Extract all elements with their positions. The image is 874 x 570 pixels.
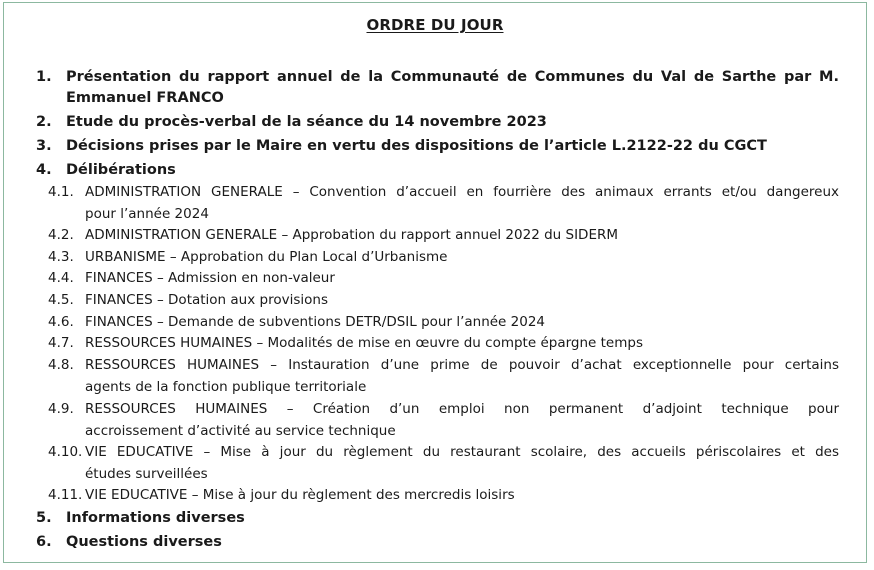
sub-item-text: ADMINISTRATION GENERALE – Approbation du rapport annuel 2022 du SIDERM [85, 227, 618, 243]
sub-item-number: 4.6. [48, 314, 74, 330]
sub-item-text: FINANCES – Admission en non-valeur [85, 270, 335, 286]
item-text: Décisions prises par le Maire en vertu des dispositions de l’article L.2122-22 du CGCT [66, 138, 767, 154]
agenda-frame [3, 2, 867, 563]
sub-item-number: 4.2. [48, 227, 74, 243]
sub-item-number: 4.5. [48, 292, 74, 308]
sub-item-text-line1: ADMINISTRATION GENERALE – Convention d’accueil en fourrière des animaux errants et/ou dangereux [85, 184, 839, 200]
item-number: 1. [36, 69, 52, 85]
item-number: 5. [36, 510, 52, 526]
sub-item-text-line1: RESSOURCES HUMAINES – Instauration d’une prime de pouvoir d’achat exceptionnelle pour certains [85, 357, 839, 373]
item-number: 3. [36, 138, 52, 154]
sub-item-text-line2: accroissement d’activité au service technique [85, 422, 396, 439]
item-text-line2: Emmanuel FRANCO [66, 90, 224, 106]
sub-item-text-line2: pour l’année 2024 [85, 205, 209, 222]
sub-item-text-line2: études surveillées [85, 465, 208, 482]
sub-item-number: 4.1. [48, 184, 74, 200]
sub-item-text: FINANCES – Demande de subventions DETR/DSIL pour l’année 2024 [85, 314, 546, 330]
sub-item-text: URBANISME – Approbation du Plan Local d’Urbanisme [85, 249, 448, 265]
item-text-line1: Présentation du rapport annuel de la Communauté de Communes du Val de Sarthe par M. [66, 69, 839, 85]
item-number: 4. [36, 162, 52, 178]
item-text: Questions diverses [66, 534, 222, 550]
sub-item-number: 4.11. [48, 487, 83, 503]
sub-item-text: VIE EDUCATIVE – Mise à jour du règlement des mercredis loisirs [85, 487, 515, 503]
sub-item-number: 4.7. [48, 335, 74, 351]
sub-item-number: 4.3. [48, 249, 74, 265]
item-text: Etude du procès-verbal de la séance du 14 novembre 2023 [66, 114, 547, 130]
item-number: 6. [36, 534, 52, 550]
sub-item-text-line1: RESSOURCES HUMAINES – Création d’un emploi non permanent d’adjoint technique pour [85, 401, 839, 417]
item-number: 2. [36, 114, 52, 130]
page-title: ORDRE DU JOUR [366, 16, 504, 34]
sub-item-number: 4.10. [48, 444, 83, 460]
item-text: Informations diverses [66, 510, 245, 526]
sub-item-text: FINANCES – Dotation aux provisions [85, 292, 328, 308]
sub-item-text: RESSOURCES HUMAINES – Modalités de mise en œuvre du compte épargne temps [85, 335, 643, 351]
sub-item-text-line2: agents de la fonction publique territoriale [85, 378, 367, 395]
sub-item-number: 4.9. [48, 401, 74, 417]
sub-item-number: 4.4. [48, 270, 74, 286]
item-text: Délibérations [66, 162, 176, 178]
sub-item-text-line1: VIE EDUCATIVE – Mise à jour du règlement du restaurant scolaire, des accueils périscolaires et des [85, 444, 839, 460]
sub-item-number: 4.8. [48, 357, 74, 373]
